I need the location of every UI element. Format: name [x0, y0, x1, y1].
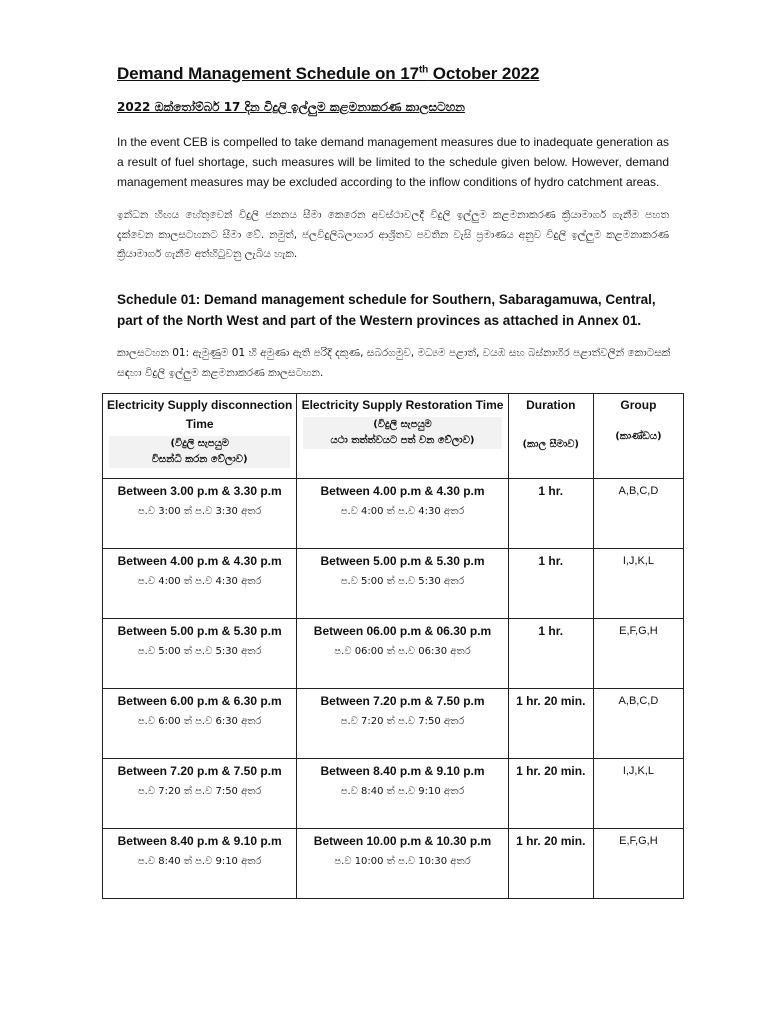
table-row — [103, 759, 684, 829]
schedule-heading: Schedule 01: Demand management schedule for Southern, Sabaragamuwa, Central, part of the North West and part of the Western provinces as attached in Annex 01. — [117, 292, 656, 328]
disconnection-si: ප.ව 8:40 ත් ප.ව 9:10 අතර — [137, 856, 262, 867]
restoration-en: Between 4.00 p.m & 4.30 p.m — [320, 484, 485, 498]
title-tail: October 2022 — [428, 64, 540, 83]
intro-paragraph-si: ඉන්ධන හිඟය හේතුවෙන් විදුලි ජනනය සීමා කෙරෙන අවස්ථාවලදී විදුලි ඉල්ලුම කළමනාකරණ ක්‍රියාමාර්ග ගැනීම පහත දැක්වෙන කාලසටහනට සීමා වේ. නමුත්, ජලවිදුලිබලාගාර ආශ්‍රිතව පවතින වැසි ප්‍රමාණය අනුව විදුලි ඉල්ලුම කළමනාකරණ ක්‍රියාමාර්ග ගැනීම අත්හිටුවනු ලැබිය හැක. — [117, 209, 669, 260]
table-row — [103, 479, 684, 549]
disconnection-si: ප.ව 5:00 ත් ප.ව 5:30 අතර — [137, 646, 262, 657]
duration-cell — [508, 479, 593, 549]
group-value: A,B,C,D — [618, 485, 659, 497]
header-disconnection-time — [103, 394, 297, 479]
sinhala-subtitle: 2022 ඔක්තෝම්බර් 17 දින විදුලි ඉල්ලුම කළමනාකරණ කාලසටහන — [117, 100, 465, 114]
restoration-cell — [297, 479, 508, 549]
restoration-en: Between 8.40 p.m & 9.10 p.m — [320, 764, 485, 778]
header-disconnection-si — [109, 436, 290, 468]
restoration-cell — [297, 689, 508, 759]
duration-cell — [508, 829, 593, 899]
group-value: A,B,C,D — [618, 695, 659, 707]
duration-value: 1 hr. 20 min. — [516, 694, 586, 708]
group-cell — [593, 759, 683, 829]
group-cell — [593, 689, 683, 759]
restoration-si: ප.ව 10:00 ත් ප.ව 10:30 අතර — [334, 856, 471, 867]
header-disconnection-si-line2: විසන්ධි කරන වේලාව) — [151, 454, 248, 465]
disconnection-cell — [103, 759, 297, 829]
intro-paragraph-en: In the event CEB is compelled to take demand management measures due to inadequate generation as a result of fuel shortage, such measures will be limited to the schedule given below. However, demand management measures may be excluded according to the inflow conditions of hydro catchment areas. — [117, 135, 669, 189]
restoration-cell — [297, 759, 508, 829]
restoration-cell — [297, 829, 508, 899]
table-row — [103, 689, 684, 759]
header-restoration-si — [303, 417, 501, 449]
schedule-table — [102, 393, 684, 899]
restoration-si: ප.ව 8:40 ත් ප.ව 9:10 අතර — [340, 786, 465, 797]
restoration-en: Between 06.00 p.m & 06.30 p.m — [313, 624, 492, 638]
disconnection-en: Between 4.00 p.m & 4.30 p.m — [117, 554, 282, 568]
group-value: I,J,K,L — [622, 555, 654, 567]
table-row — [103, 549, 684, 619]
disconnection-en: Between 5.00 p.m & 5.30 p.m — [117, 624, 282, 638]
disconnection-si: ප.ව 6:00 ත් ප.ව 6:30 අතර — [137, 716, 262, 727]
restoration-cell — [297, 619, 508, 689]
group-value: I,J,K,L — [622, 765, 654, 777]
group-value: E,F,G,H — [619, 625, 658, 637]
restoration-si: ප.ව 06:00 ත් ප.ව 06:30 අතර — [334, 646, 471, 657]
header-restoration-en: Electricity Supply Restoration Time — [301, 398, 504, 412]
duration-cell — [508, 689, 593, 759]
duration-value: 1 hr. 20 min. — [516, 834, 586, 848]
header-group-en: Group — [620, 398, 657, 412]
duration-value: 1 hr. — [538, 624, 564, 638]
restoration-cell — [297, 549, 508, 619]
disconnection-en: Between 7.20 p.m & 7.50 p.m — [117, 764, 282, 778]
disconnection-si: ප.ව 4:00 ත් ප.ව 4:30 අතර — [137, 576, 262, 587]
disconnection-cell — [103, 549, 297, 619]
duration-value: 1 hr. — [538, 484, 564, 498]
disconnection-cell — [103, 619, 297, 689]
disconnection-cell — [103, 479, 297, 549]
duration-cell — [508, 759, 593, 829]
table-body — [103, 479, 684, 899]
restoration-si: ප.ව 7:20 ත් ප.ව 7:50 අතර — [340, 716, 465, 727]
restoration-en: Between 7.20 p.m & 7.50 p.m — [320, 694, 485, 708]
duration-value: 1 hr. 20 min. — [516, 764, 586, 778]
group-value: E,F,G,H — [619, 835, 658, 847]
disconnection-si: ප.ව 7:20 ත් ප.ව 7:50 අතර — [137, 786, 262, 797]
schedule-heading-si: කාලසටහන 01: ඇමුණුම 01 හි අමුණා ඇති පරිදි දකුණ, සබරගමුව, මධ්‍යම පළාත්, වයඹ සහ බස්නාහිර පළාත්වලින් කොටසක් සඳහා විදුලි ඉල්ලුම කළමනාකරණ කාලසටහන. — [117, 347, 671, 379]
table-header-row — [103, 394, 684, 479]
group-cell — [593, 549, 683, 619]
disconnection-si: ප.ව 3:00 ත් ප.ව 3:30 අතර — [137, 506, 262, 517]
group-cell — [593, 619, 683, 689]
disconnection-en: Between 6.00 p.m & 6.30 p.m — [117, 694, 282, 708]
header-restoration-si-line2: යථා තත්ත්වයට පත් වන වේලාව) — [330, 435, 475, 446]
header-restoration-time — [297, 394, 508, 479]
duration-cell — [508, 619, 593, 689]
table-row — [103, 619, 684, 689]
page-title — [117, 64, 539, 84]
header-group-si: (කාණ්ඩය) — [615, 431, 662, 442]
header-duration — [508, 394, 593, 479]
restoration-si: ප.ව 5:00 ත් ප.ව 5:30 අතර — [340, 576, 465, 587]
disconnection-en: Between 8.40 p.m & 9.10 p.m — [117, 834, 282, 848]
header-restoration-si-line1: (විදුලි සැපයුම — [373, 419, 432, 430]
restoration-en: Between 5.00 p.m & 5.30 p.m — [320, 554, 485, 568]
restoration-si: ප.ව 4:00 ත් ප.ව 4:30 අතර — [340, 506, 465, 517]
header-disconnection-en: Electricity Supply disconnection Time — [106, 398, 293, 431]
group-cell — [593, 479, 683, 549]
header-group — [593, 394, 683, 479]
duration-cell — [508, 549, 593, 619]
title-superscript: th — [418, 64, 429, 76]
table-row — [103, 829, 684, 899]
header-duration-en: Duration — [526, 398, 576, 412]
disconnection-cell — [103, 689, 297, 759]
disconnection-cell — [103, 829, 297, 899]
restoration-en: Between 10.00 p.m & 10.30 p.m — [313, 834, 492, 848]
header-disconnection-si-line1: (විදුලි සැපයුම — [170, 438, 229, 449]
disconnection-en: Between 3.00 p.m & 3.30 p.m — [117, 484, 282, 498]
group-cell — [593, 829, 683, 899]
duration-value: 1 hr. — [538, 554, 564, 568]
title-text: Demand Management Schedule on 17 — [117, 64, 419, 83]
header-duration-si: (කාල සීමාව) — [522, 439, 580, 450]
